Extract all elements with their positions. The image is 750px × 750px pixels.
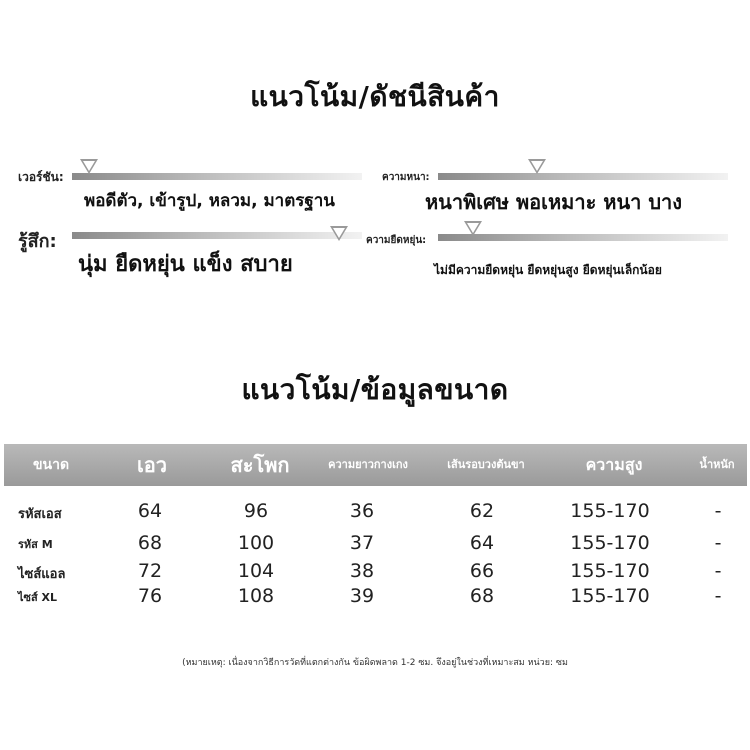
cell-waist: 64 [137,500,163,522]
cell-waist: 68 [137,532,163,554]
header-weight: น้ำหนัก [699,458,735,471]
header-pants-length: ความยาวกางเกง [328,458,408,471]
cell-waist: 72 [137,560,163,582]
header-hip: สะโพก [230,453,290,477]
fit-marker-icon [80,159,98,174]
row-size-label: ไซส์แอล [18,567,66,582]
fit-scale-bar [72,173,362,180]
row-size-label: รหัส M [18,538,53,551]
thickness-marker-icon [528,159,546,174]
feel-marker-icon [330,226,348,241]
cell-weight: - [714,585,722,607]
thickness-scale-bar [438,173,728,180]
stretch-marker-icon [464,221,482,236]
feel-scale-bar [72,232,362,239]
thickness-options: หนาพิเศษ พอเหมาะ หนา บาง [425,190,683,214]
row-size-label: รหัสเอส [18,507,62,522]
cell-height: 155-170 [570,585,650,607]
cell-hip: 100 [237,532,275,554]
fit-options: พอดีตัว, เข้ารูป, หลวม, มาตรฐาน [84,191,335,211]
cell-thigh: 64 [469,532,495,554]
header-thigh: เส้นรอบวงต้นขา [447,458,525,471]
header-size: ขนาด [32,457,70,473]
size-info-title: แนวโน้ม/ข้อมูลขนาด [241,373,509,406]
stretch-label: ความยืดหยุ่น: [366,235,427,246]
cell-thigh: 68 [469,585,495,607]
feel-options: นุ่ม ยืดหยุ่น แข็ง สบาย [78,252,293,277]
product-index-title: แนวโน้ม/ดัชนีสินค้า [250,80,500,113]
cell-height: 155-170 [570,560,650,582]
cell-pants-length: 37 [349,532,375,554]
cell-thigh: 66 [469,560,495,582]
measurement-note: (หมายเหตุ: เนื่องจากวิธีการวัดที่แตกต่างกัน ข้อผิดพลาด 1-2 ซม. จึงอยู่ในช่วงที่เหมาะสม หน่วย: ซม [182,658,568,668]
cell-weight: - [714,560,722,582]
cell-weight: - [714,500,722,522]
cell-thigh: 62 [469,500,495,522]
header-waist: เอว [136,453,168,477]
cell-hip: 96 [243,500,269,522]
cell-pants-length: 36 [349,500,375,522]
cell-height: 155-170 [570,532,650,554]
thickness-label: ความหนา: [382,172,430,183]
stretch-options: ไม่มีความยืดหยุ่น ยืดหยุ่นสูง ยืดหยุ่นเล็กน้อย [434,263,662,277]
cell-pants-length: 38 [349,560,375,582]
fit-label: เวอร์ชัน: [18,170,64,184]
header-height: ความสูง [585,455,643,474]
row-size-label: ไซส์ XL [18,591,58,604]
cell-height: 155-170 [570,500,650,522]
size-table-header [4,444,747,486]
feel-label: รู้สึก: [18,231,57,252]
cell-hip: 104 [237,560,275,582]
cell-weight: - [714,532,722,554]
cell-waist: 76 [137,585,163,607]
cell-hip: 108 [237,585,275,607]
cell-pants-length: 39 [349,585,375,607]
